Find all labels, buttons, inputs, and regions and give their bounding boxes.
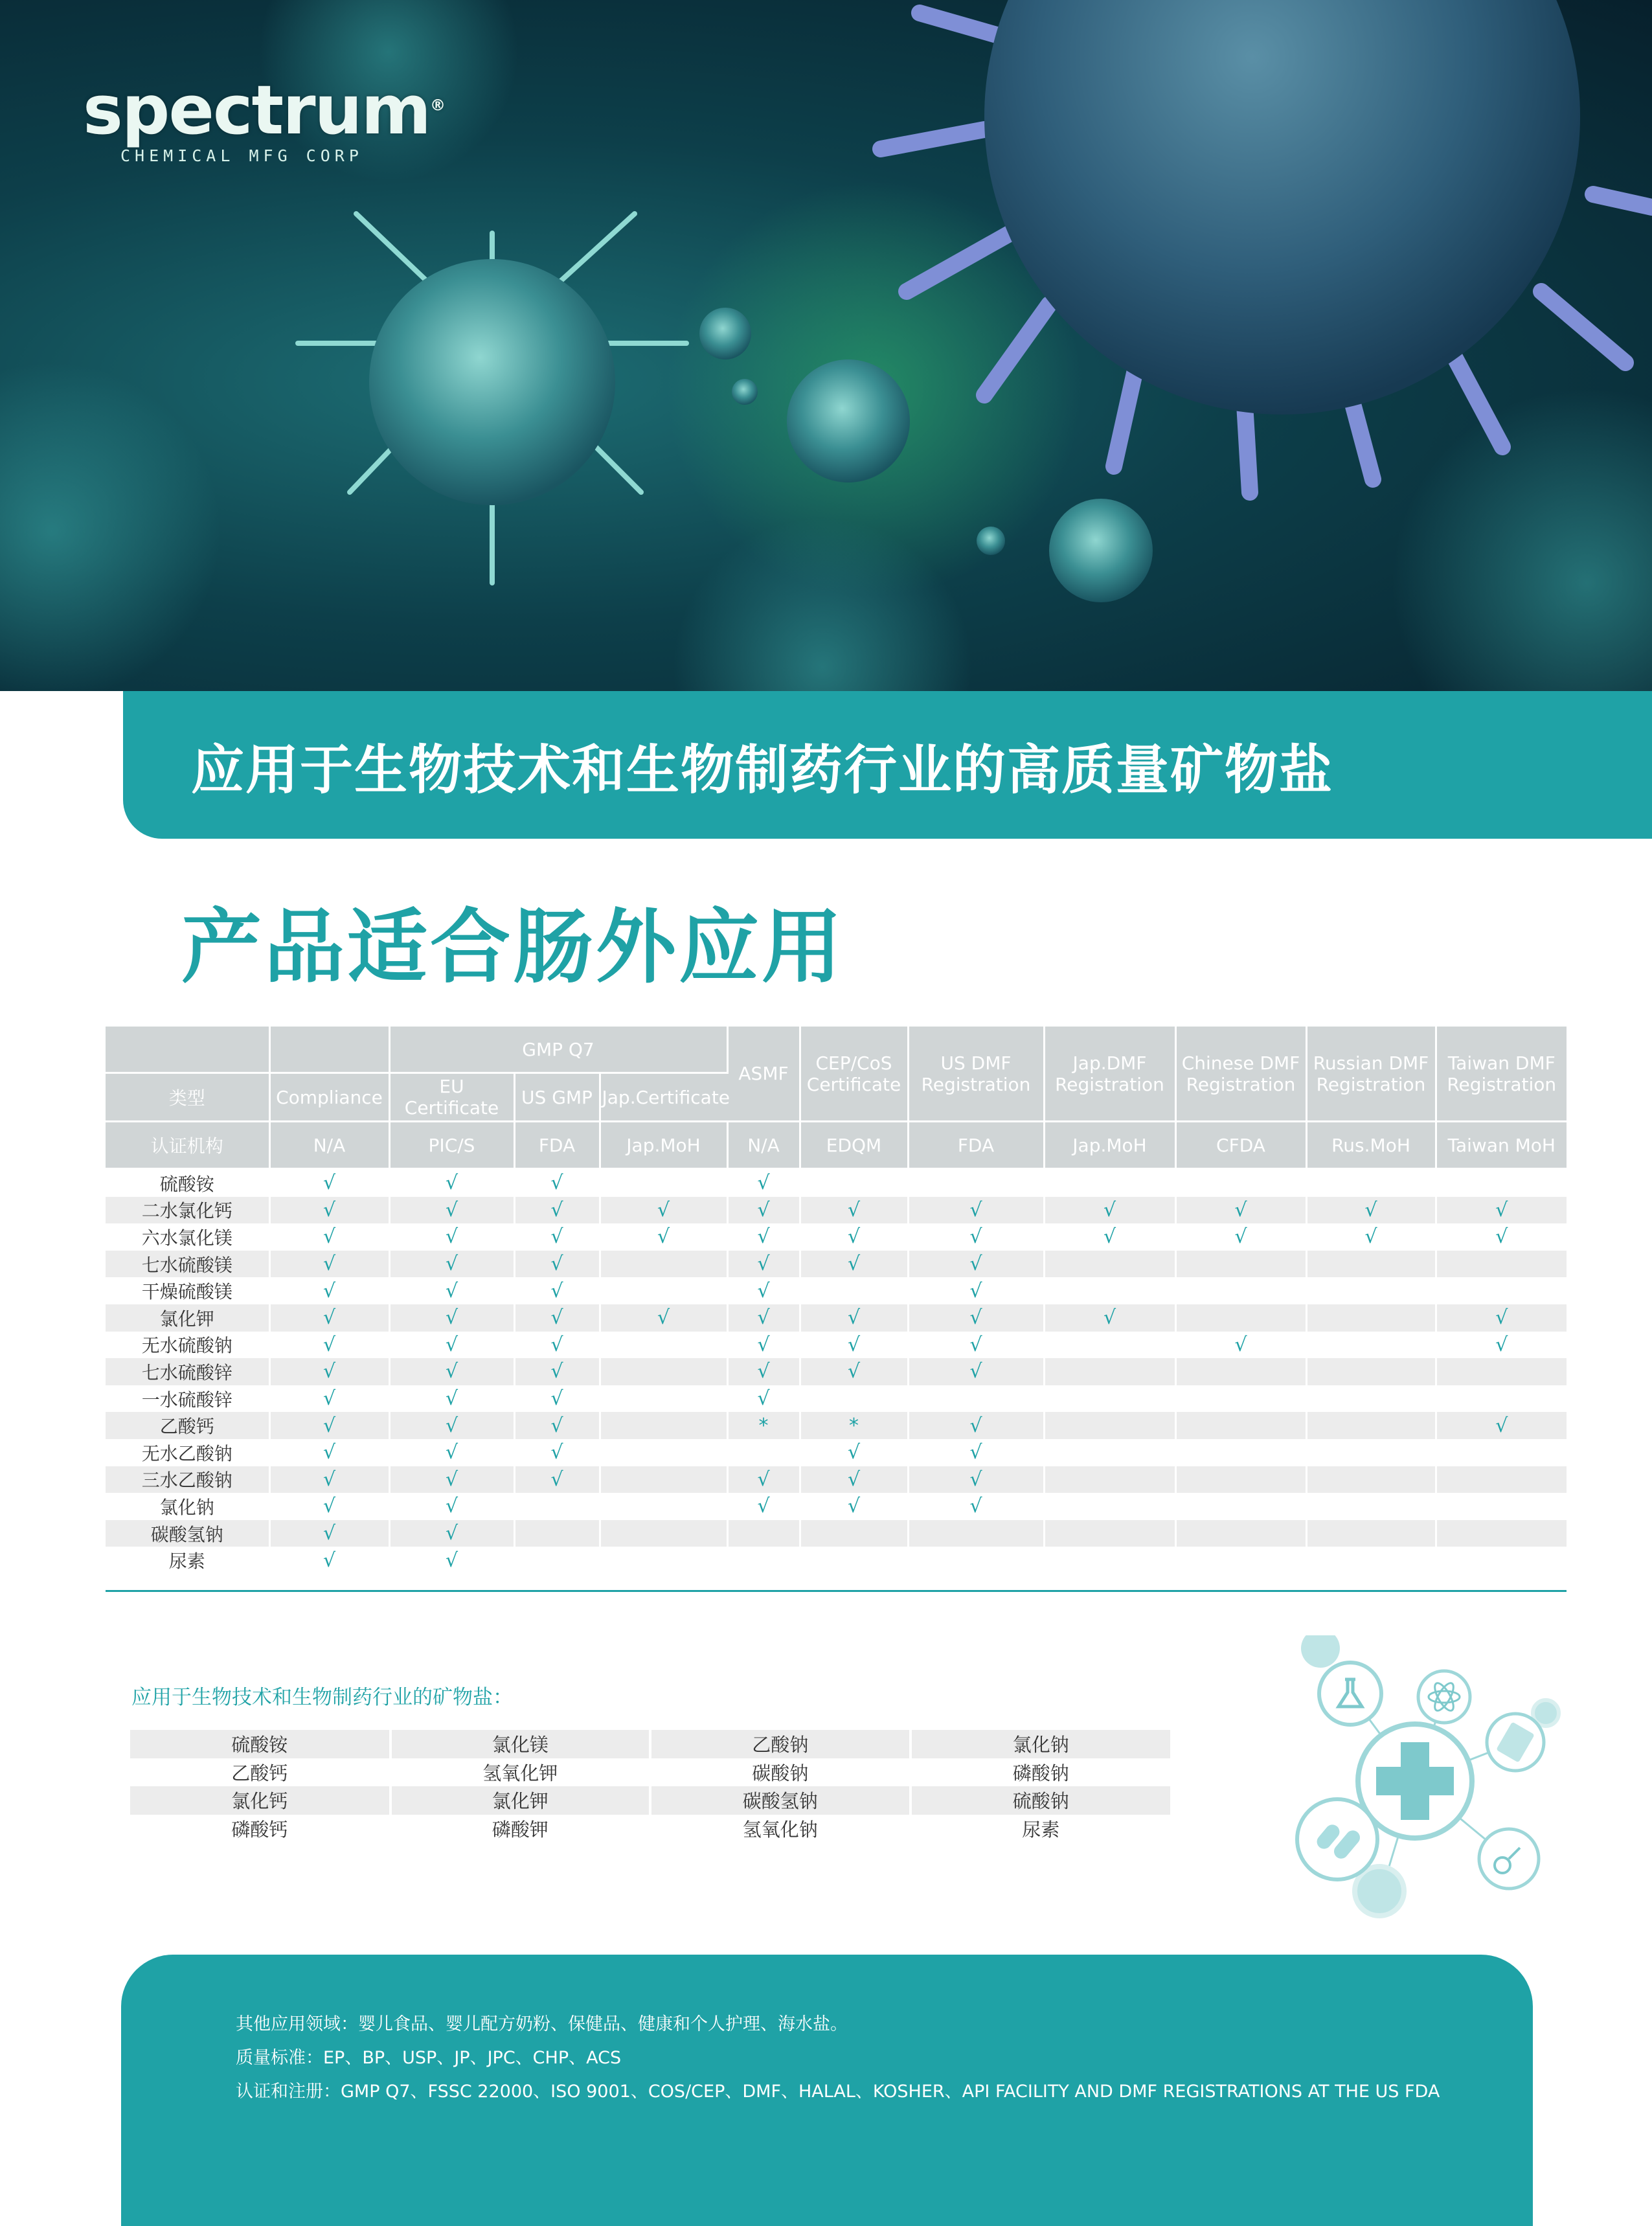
certification-mark — [908, 1520, 1044, 1547]
decor-circle — [1301, 1635, 1340, 1668]
table-row — [106, 1304, 1567, 1332]
certification-mark: √ — [908, 1223, 1044, 1251]
certification-mark: √ — [269, 1493, 389, 1520]
certification-mark: √ — [1436, 1197, 1567, 1224]
certification-mark — [1175, 1412, 1306, 1439]
certification-mark: √ — [908, 1439, 1044, 1466]
certification-mark — [727, 1520, 800, 1547]
header-blank — [106, 1027, 269, 1073]
certification-mark — [514, 1520, 600, 1547]
certification-mark: √ — [1436, 1304, 1567, 1332]
certification-mark: √ — [800, 1466, 908, 1493]
product-name: 六水氯化镁 — [106, 1223, 269, 1251]
certification-mark: √ — [600, 1197, 727, 1224]
certification-mark: √ — [1495, 1333, 1508, 1356]
certification-mark: √ — [269, 1223, 389, 1251]
flask-icon — [1319, 1663, 1381, 1725]
mineral-name: 乙酸钙 — [130, 1758, 390, 1787]
certification-mark: √ — [600, 1304, 727, 1332]
certification-mark: √ — [727, 1251, 800, 1278]
product-name: 无水硫酸钠 — [106, 1332, 269, 1359]
authority-cell: EDQM — [800, 1122, 908, 1169]
minerals-title: 应用于生物技术和生物制药行业的矿物盐： — [131, 1686, 513, 1709]
certification-mark: √ — [1044, 1223, 1175, 1251]
certification-mark: √ — [389, 1493, 514, 1520]
certification-mark: √ — [269, 1439, 389, 1466]
certification-mark: √ — [514, 1439, 600, 1466]
certification-mark: √ — [514, 1304, 600, 1332]
certification-mark — [1044, 1493, 1175, 1520]
mineral-name: 氯化镁 — [390, 1730, 651, 1758]
mineral-name: 氢氧化钠 — [650, 1815, 911, 1843]
header-type: 类型 — [106, 1073, 269, 1122]
certification-mark: √ — [514, 1412, 600, 1439]
header-chinese-dmf: Chinese DMF Registration — [1175, 1027, 1306, 1122]
footer-applications: 其他应用领域：婴儿食品、婴儿配方奶粉、保健品、健康和个人护理、海水盐。 — [236, 2014, 848, 2034]
header-cep: CEP/CoS Certificate — [800, 1027, 908, 1122]
authority-cell: N/A — [269, 1122, 389, 1169]
mineral-name: 硫酸铵 — [130, 1730, 390, 1758]
product-name: 尿素 — [106, 1547, 269, 1574]
certification-mark: √ — [908, 1358, 1044, 1385]
mineral-row — [130, 1730, 1170, 1758]
headline: 应用于生物技术和生物制药行业的高质量矿物盐 — [191, 740, 1334, 801]
certification-mark — [1436, 1466, 1567, 1493]
certification-mark — [1175, 1493, 1306, 1520]
certification-mark — [1044, 1251, 1175, 1278]
mineral-row — [130, 1815, 1170, 1843]
certification-mark — [600, 1251, 727, 1278]
certification-mark — [1044, 1520, 1175, 1547]
mineral-row — [130, 1758, 1170, 1787]
certification-mark: √ — [514, 1385, 600, 1413]
certification-mark: √ — [727, 1358, 800, 1385]
certification-mark: √ — [269, 1358, 389, 1385]
certification-mark: √ — [269, 1251, 389, 1278]
certification-mark — [1306, 1251, 1436, 1278]
certification-mark: √ — [1495, 1225, 1508, 1249]
table-row — [106, 1332, 1567, 1359]
certification-mark — [1044, 1385, 1175, 1413]
certification-mark: √ — [727, 1493, 800, 1520]
certification-mark: √ — [908, 1412, 1044, 1439]
certification-mark: √ — [269, 1520, 389, 1547]
certification-mark — [1044, 1466, 1175, 1493]
certification-mark: √ — [269, 1385, 389, 1413]
certification-mark — [727, 1547, 800, 1574]
table-row — [106, 1169, 1567, 1197]
header-eu-certificate: EU Certificate — [389, 1073, 514, 1122]
header-us-dmf: US DMF Registration — [908, 1027, 1044, 1122]
authority-cell: CFDA — [1175, 1122, 1306, 1169]
certification-mark — [1044, 1277, 1175, 1304]
certification-mark — [800, 1520, 908, 1547]
certification-mark: √ — [908, 1466, 1044, 1493]
certification-mark: √ — [1175, 1197, 1306, 1224]
certification-mark: √ — [389, 1439, 514, 1466]
certification-mark — [1044, 1412, 1175, 1439]
certification-mark — [1175, 1277, 1306, 1304]
mineral-name: 氯化钾 — [390, 1786, 651, 1815]
certification-mark: * — [727, 1412, 800, 1439]
certification-mark — [1044, 1358, 1175, 1385]
certification-mark — [1306, 1439, 1436, 1466]
mineral-name: 硫酸钠 — [911, 1786, 1171, 1815]
certification-mark — [1436, 1169, 1567, 1197]
certification-mark: √ — [800, 1358, 908, 1385]
mineral-name: 磷酸钾 — [390, 1815, 651, 1843]
table-bottom-rule — [106, 1590, 1567, 1592]
certification-mark — [600, 1412, 727, 1439]
certification-mark — [1436, 1439, 1567, 1466]
table-row — [106, 1385, 1567, 1413]
authority-cell: FDA — [514, 1122, 600, 1169]
certification-mark — [1044, 1547, 1175, 1574]
certification-mark — [600, 1169, 727, 1197]
certification-mark: √ — [389, 1412, 514, 1439]
decor-circle — [1355, 1867, 1404, 1916]
certification-mark: √ — [269, 1169, 389, 1197]
product-name: 碳酸氢钠 — [106, 1520, 269, 1547]
certification-mark — [1175, 1304, 1306, 1332]
certification-mark — [1175, 1358, 1306, 1385]
certification-mark: √ — [1306, 1223, 1436, 1251]
certification-mark — [1436, 1358, 1567, 1385]
certification-mark: √ — [727, 1169, 800, 1197]
certification-mark: * — [800, 1412, 908, 1439]
certification-mark — [1306, 1412, 1436, 1439]
authority-label: 认证机构 — [106, 1122, 269, 1169]
header-us-gmp: US GMP — [514, 1073, 600, 1122]
certification-mark — [1436, 1385, 1567, 1413]
certification-mark: √ — [389, 1169, 514, 1197]
certification-mark: √ — [514, 1358, 600, 1385]
table-row — [106, 1277, 1567, 1304]
certification-mark: √ — [389, 1304, 514, 1332]
certification-mark: √ — [908, 1251, 1044, 1278]
certification-mark: √ — [800, 1304, 908, 1332]
certification-mark: √ — [269, 1547, 389, 1574]
certification-mark: √ — [269, 1277, 389, 1304]
authority-cell: PIC/S — [389, 1122, 514, 1169]
certification-mark: √ — [514, 1223, 600, 1251]
authority-cell: Jap.MoH — [1044, 1122, 1175, 1169]
certification-mark: √ — [389, 1547, 514, 1574]
footer-panel — [121, 1955, 1533, 2226]
certification-mark — [1175, 1251, 1306, 1278]
certification-mark — [1306, 1304, 1436, 1332]
certification-mark: √ — [1436, 1412, 1567, 1439]
certification-mark: √ — [800, 1251, 908, 1278]
certification-mark — [1044, 1332, 1175, 1359]
certification-mark: √ — [800, 1197, 908, 1224]
section-title: 产品适合肠外应用 — [181, 901, 845, 994]
medical-icons-graphic — [1285, 1635, 1577, 1927]
certification-mark: √ — [727, 1277, 800, 1304]
certification-mark: √ — [800, 1493, 908, 1520]
header-gmp-q7: GMP Q7 — [389, 1027, 727, 1073]
certification-mark — [800, 1547, 908, 1574]
authority-cell: Jap.MoH — [600, 1122, 727, 1169]
certification-mark: √ — [800, 1223, 908, 1251]
header-taiwan-dmf: Taiwan DMF Registration — [1436, 1027, 1567, 1122]
certification-table — [106, 1027, 1567, 1574]
product-name: 干燥硫酸镁 — [106, 1277, 269, 1304]
certification-rows — [106, 1169, 1567, 1574]
certification-mark: √ — [269, 1412, 389, 1439]
certification-mark: √ — [389, 1520, 514, 1547]
product-name: 无水乙酸钠 — [106, 1439, 269, 1466]
certification-mark: √ — [514, 1277, 600, 1304]
authority-cell: Rus.MoH — [1306, 1122, 1436, 1169]
certification-mark: √ — [800, 1439, 908, 1466]
footer-standards: 质量标准：EP、BP、USP、JP、JPC、CHP、ACS — [236, 2048, 622, 2068]
certification-mark — [1306, 1466, 1436, 1493]
mineral-name: 磷酸钙 — [130, 1815, 390, 1843]
certification-mark — [1436, 1277, 1567, 1304]
table-row — [106, 1223, 1567, 1251]
authority-cell: Taiwan MoH — [1436, 1122, 1567, 1169]
header-blank — [269, 1027, 389, 1073]
certification-mark: √ — [514, 1251, 600, 1278]
certification-mark: √ — [389, 1358, 514, 1385]
certification-mark — [800, 1385, 908, 1413]
certification-mark — [1306, 1332, 1436, 1359]
certification-mark: √ — [389, 1466, 514, 1493]
certification-mark — [1436, 1251, 1567, 1278]
product-name: 一水硫酸锌 — [106, 1385, 269, 1413]
certification-mark — [1306, 1277, 1436, 1304]
mineral-name: 乙酸钠 — [650, 1730, 911, 1758]
table-row — [106, 1439, 1567, 1466]
table-row — [106, 1547, 1567, 1574]
certification-mark: √ — [727, 1304, 800, 1332]
certification-mark — [800, 1169, 908, 1197]
headline-band — [123, 691, 1652, 839]
table-row — [106, 1197, 1567, 1224]
certification-mark: √ — [389, 1277, 514, 1304]
product-name: 氯化钠 — [106, 1493, 269, 1520]
minerals-table — [130, 1730, 1170, 1843]
certification-mark: √ — [1306, 1197, 1436, 1224]
certification-mark — [1175, 1520, 1306, 1547]
certification-mark — [1436, 1547, 1567, 1574]
certification-mark — [600, 1277, 727, 1304]
certification-mark — [908, 1169, 1044, 1197]
header-jap-certificate: Jap.Certificate — [600, 1073, 727, 1122]
certification-mark — [1044, 1439, 1175, 1466]
certification-mark: √ — [1175, 1223, 1306, 1251]
table-row — [106, 1251, 1567, 1278]
certification-mark: √ — [908, 1332, 1044, 1359]
atom-icon — [1418, 1671, 1470, 1723]
certification-mark: √ — [727, 1223, 800, 1251]
header-asmf: ASMF — [727, 1027, 800, 1122]
certification-mark: √ — [269, 1197, 389, 1224]
table-row — [106, 1412, 1567, 1439]
certification-mark: √ — [1044, 1304, 1175, 1332]
certification-mark: √ — [514, 1332, 600, 1359]
table-row — [106, 1358, 1567, 1385]
mineral-name: 氯化钙 — [130, 1786, 390, 1815]
certification-mark — [514, 1547, 600, 1574]
certification-mark — [1044, 1169, 1175, 1197]
certification-mark: √ — [389, 1223, 514, 1251]
mineral-name: 碳酸钠 — [650, 1758, 911, 1787]
certification-mark: √ — [727, 1332, 800, 1359]
certification-mark: √ — [1175, 1332, 1306, 1359]
certification-mark: √ — [908, 1493, 1044, 1520]
table-row — [106, 1493, 1567, 1520]
header-jap-dmf: Jap.DMF Registration — [1044, 1027, 1175, 1122]
certification-mark — [1306, 1547, 1436, 1574]
product-name: 七水硫酸镁 — [106, 1251, 269, 1278]
certification-mark: √ — [269, 1466, 389, 1493]
certification-mark — [1175, 1169, 1306, 1197]
certification-mark: √ — [727, 1385, 800, 1413]
certification-mark — [1306, 1385, 1436, 1413]
blister-pack-icon — [1487, 1714, 1544, 1771]
mineral-row — [130, 1786, 1170, 1815]
table-row — [106, 1466, 1567, 1493]
certification-mark — [1306, 1169, 1436, 1197]
certification-mark: √ — [389, 1385, 514, 1413]
certification-mark — [1436, 1493, 1567, 1520]
certification-mark — [600, 1466, 727, 1493]
mineral-name: 氢氧化钾 — [390, 1758, 651, 1787]
authority-cell: N/A — [727, 1122, 800, 1169]
certification-mark — [1175, 1547, 1306, 1574]
certification-mark: √ — [908, 1197, 1044, 1224]
certification-mark — [600, 1520, 727, 1547]
product-name: 三水乙酸钠 — [106, 1466, 269, 1493]
certification-mark — [800, 1277, 908, 1304]
certification-mark — [514, 1493, 600, 1520]
certification-mark — [600, 1358, 727, 1385]
certification-mark: √ — [600, 1223, 727, 1251]
header-compliance: Compliance — [269, 1073, 389, 1122]
certification-mark — [1306, 1493, 1436, 1520]
certification-mark — [727, 1439, 800, 1466]
stethoscope-icon — [1479, 1829, 1539, 1889]
certification-mark — [908, 1547, 1044, 1574]
certification-mark — [600, 1547, 727, 1574]
certification-mark: √ — [727, 1466, 800, 1493]
spectrum-logo: spectrum® CHEMICAL MFG CORP — [83, 71, 444, 165]
certification-mark: √ — [389, 1251, 514, 1278]
mineral-name: 尿素 — [1022, 1818, 1060, 1841]
certification-mark: √ — [269, 1332, 389, 1359]
pill-capsule-icon — [1297, 1799, 1377, 1880]
certification-mark: √ — [514, 1466, 600, 1493]
certification-mark: √ — [514, 1169, 600, 1197]
header-russian-dmf: Russian DMF Registration — [1306, 1027, 1436, 1122]
certification-mark — [600, 1493, 727, 1520]
certification-mark — [1436, 1520, 1567, 1547]
table-row — [106, 1520, 1567, 1547]
mineral-name: 碳酸氢钠 — [650, 1786, 911, 1815]
certification-mark — [600, 1332, 727, 1359]
certification-mark: √ — [389, 1197, 514, 1224]
product-name: 氯化钾 — [106, 1304, 269, 1332]
certification-mark — [1306, 1358, 1436, 1385]
certification-mark — [908, 1385, 1044, 1413]
certification-mark — [1175, 1439, 1306, 1466]
certification-mark — [1175, 1385, 1306, 1413]
product-name: 二水氯化钙 — [106, 1197, 269, 1224]
certification-mark — [1175, 1466, 1306, 1493]
certification-mark: √ — [908, 1277, 1044, 1304]
certification-mark: √ — [727, 1197, 800, 1224]
mineral-name: 氯化钠 — [911, 1730, 1171, 1758]
mineral-name: 磷酸钠 — [1012, 1762, 1069, 1784]
certification-mark: √ — [514, 1197, 600, 1224]
authority-cell: FDA — [908, 1122, 1044, 1169]
certification-mark: √ — [908, 1304, 1044, 1332]
certification-mark: √ — [389, 1332, 514, 1359]
product-name: 乙酸钙 — [106, 1412, 269, 1439]
certification-mark: √ — [1044, 1197, 1175, 1224]
certification-mark — [1306, 1520, 1436, 1547]
product-name: 硫酸铵 — [106, 1169, 269, 1197]
certification-mark: √ — [800, 1332, 908, 1359]
certification-mark — [600, 1385, 727, 1413]
hero-image — [0, 0, 1652, 691]
certification-mark — [600, 1439, 727, 1466]
footer-certifications: 认证和注册：GMP Q7、FSSC 22000、ISO 9001、COS/CEP、DMF、HALAL、KOSHER、API FACILITY AND DMF REGISTRATIONS AT THE US FDA — [236, 2082, 1440, 2102]
product-name: 七水硫酸锌 — [106, 1358, 269, 1385]
certification-mark: √ — [269, 1304, 389, 1332]
